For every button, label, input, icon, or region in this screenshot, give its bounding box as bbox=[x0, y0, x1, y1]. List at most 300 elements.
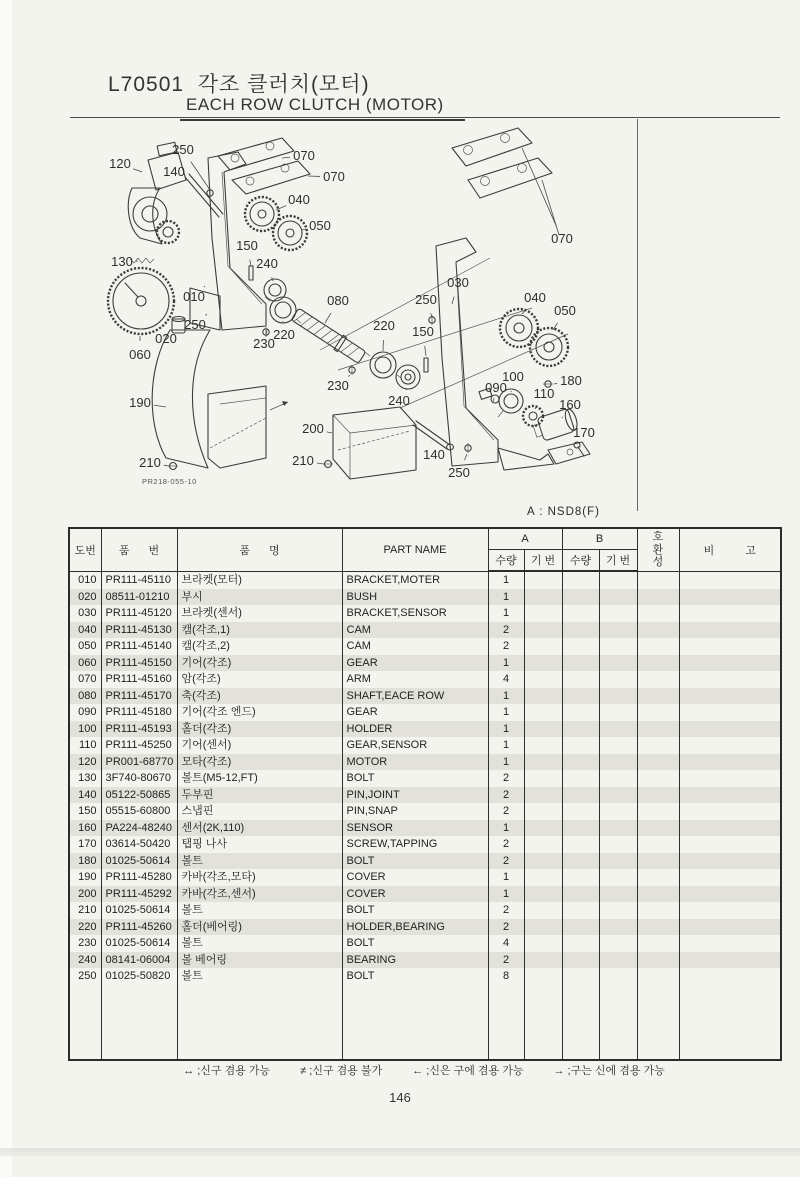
table-cell bbox=[637, 589, 679, 606]
callout-label: 120 bbox=[109, 156, 131, 171]
table-cell: BOLT bbox=[342, 902, 488, 919]
table-cell: 브라켓(모터) bbox=[177, 571, 342, 589]
table-cell bbox=[562, 902, 599, 919]
callout-label: 030 bbox=[447, 275, 469, 290]
table-cell bbox=[524, 803, 562, 820]
callout-leader-line bbox=[348, 375, 350, 377]
table-cell bbox=[599, 836, 637, 853]
table-cell: 150 bbox=[69, 803, 101, 820]
header-remarks: 비 고 bbox=[679, 528, 781, 571]
callout-label: 200 bbox=[302, 421, 324, 436]
table-cell: 센서(2K,110) bbox=[177, 820, 342, 837]
table-row bbox=[69, 968, 781, 985]
callout-label: 050 bbox=[554, 303, 576, 318]
table-cell: 1 bbox=[488, 704, 524, 721]
table-cell: 1 bbox=[488, 605, 524, 622]
table-cell bbox=[599, 589, 637, 606]
callout-label: 070 bbox=[551, 231, 573, 246]
callout-leader-line bbox=[317, 463, 324, 464]
table-cell bbox=[637, 902, 679, 919]
table-cell: ARM bbox=[342, 671, 488, 688]
table-cell: 홀더(각조) bbox=[177, 721, 342, 738]
table-cell: BEARING bbox=[342, 952, 488, 969]
table-row bbox=[69, 935, 781, 952]
table-cell bbox=[679, 655, 781, 672]
callout-label: 150 bbox=[236, 238, 258, 253]
table-cell bbox=[599, 968, 637, 985]
exploded-diagram-area bbox=[70, 118, 640, 513]
header-ref-b: 기 번 bbox=[599, 550, 637, 572]
table-cell bbox=[679, 622, 781, 639]
callout-leader-line bbox=[464, 454, 467, 460]
table-cell: 기어(각조 엔드) bbox=[177, 704, 342, 721]
table-cell: 브라켓(센서) bbox=[177, 605, 342, 622]
table-cell: 기어(센서) bbox=[177, 737, 342, 754]
callout-leader-line bbox=[425, 346, 426, 356]
table-cell: 1 bbox=[488, 589, 524, 606]
table-cell: 160 bbox=[69, 820, 101, 837]
callout-label: 230 bbox=[253, 336, 275, 351]
table-filler-row bbox=[69, 985, 781, 1060]
legend-item: ≠ ;신구 겸용 불가 bbox=[300, 1065, 383, 1077]
callout-label: 090 bbox=[485, 380, 507, 395]
table-cell: 볼트(M5-12,FT) bbox=[177, 770, 342, 787]
table-row bbox=[69, 836, 781, 853]
table-cell: HOLDER,BEARING bbox=[342, 919, 488, 936]
parts-table-body bbox=[69, 571, 781, 1060]
callout-leader-line bbox=[191, 162, 210, 190]
callout-leader-line bbox=[133, 169, 142, 172]
table-cell bbox=[524, 886, 562, 903]
table-cell: 4 bbox=[488, 935, 524, 952]
legend-item: ← ;신은 구에 겸용 가능 bbox=[412, 1065, 524, 1077]
table-cell bbox=[562, 754, 599, 771]
legend-item: ↔ ;신구 겸용 가능 bbox=[183, 1065, 271, 1077]
table-cell bbox=[637, 655, 679, 672]
table-cell: PR111-45120 bbox=[101, 605, 177, 622]
table-cell: 250 bbox=[69, 968, 101, 985]
table-cell bbox=[599, 638, 637, 655]
diagram-artwork bbox=[108, 128, 590, 479]
table-cell bbox=[599, 671, 637, 688]
table-cell bbox=[599, 902, 637, 919]
table-cell bbox=[562, 935, 599, 952]
table-cell: SENSOR bbox=[342, 820, 488, 837]
table-cell bbox=[637, 622, 679, 639]
table-cell bbox=[599, 853, 637, 870]
table-cell: 180 bbox=[69, 853, 101, 870]
table-row bbox=[69, 754, 781, 771]
table-cell bbox=[524, 737, 562, 754]
table-cell: SHAFT,EACE ROW bbox=[342, 688, 488, 705]
table-cell bbox=[524, 754, 562, 771]
table-row bbox=[69, 671, 781, 688]
table-cell: 2 bbox=[488, 787, 524, 804]
table-cell: 230 bbox=[69, 935, 101, 952]
table-cell: 2 bbox=[488, 770, 524, 787]
table-cell bbox=[637, 836, 679, 853]
table-cell: 05122-50865 bbox=[101, 787, 177, 804]
drawing-reference-code: PR218-055-10 bbox=[142, 477, 197, 486]
table-cell bbox=[562, 688, 599, 705]
callout-label: 070 bbox=[323, 169, 345, 184]
callout-label: 220 bbox=[373, 318, 395, 333]
table-cell bbox=[679, 737, 781, 754]
table-cell: BRACKET,MOTER bbox=[342, 571, 488, 589]
table-cell: 01025-50614 bbox=[101, 853, 177, 870]
callout-label: 140 bbox=[423, 447, 445, 462]
callout-label: 110 bbox=[533, 386, 555, 401]
callout-leader-line bbox=[554, 383, 557, 384]
table-cell: SCREW,TAPPING bbox=[342, 836, 488, 853]
callout-label: 250 bbox=[184, 317, 206, 332]
header-fig-no: 도번 bbox=[69, 528, 101, 571]
table-cell: PR111-45180 bbox=[101, 704, 177, 721]
section-title-korean: 각조 클러치(모터) bbox=[197, 73, 370, 96]
table-cell: 1 bbox=[488, 754, 524, 771]
table-cell: GEAR bbox=[342, 704, 488, 721]
section-code: L70501 bbox=[108, 73, 185, 96]
table-cell bbox=[679, 688, 781, 705]
parts-table bbox=[68, 527, 782, 1061]
callout-label: 160 bbox=[559, 397, 581, 412]
table-cell bbox=[599, 935, 637, 952]
callout-label: 190 bbox=[129, 395, 151, 410]
table-cell: BOLT bbox=[342, 968, 488, 985]
table-cell: PR111-45140 bbox=[101, 638, 177, 655]
table-cell: 140 bbox=[69, 787, 101, 804]
table-row bbox=[69, 655, 781, 672]
table-row bbox=[69, 803, 781, 820]
table-cell: 캠(각조,1) bbox=[177, 622, 342, 639]
callout-label: 080 bbox=[327, 293, 349, 308]
table-cell bbox=[637, 820, 679, 837]
table-row bbox=[69, 571, 781, 589]
table-cell: 2 bbox=[488, 853, 524, 870]
table-cell bbox=[637, 853, 679, 870]
table-cell bbox=[562, 952, 599, 969]
table-row bbox=[69, 622, 781, 639]
callout-label: 150 bbox=[412, 324, 434, 339]
table-cell: 1 bbox=[488, 869, 524, 886]
table-cell bbox=[599, 820, 637, 837]
callout-label: 220 bbox=[273, 327, 295, 342]
table-cell bbox=[679, 820, 781, 837]
callout-label: 180 bbox=[560, 373, 582, 388]
table-cell bbox=[562, 704, 599, 721]
table-cell bbox=[637, 968, 679, 985]
table-cell bbox=[637, 737, 679, 754]
table-cell bbox=[524, 571, 562, 589]
table-cell: 010 bbox=[69, 571, 101, 589]
table-cell: PIN,JOINT bbox=[342, 787, 488, 804]
table-cell bbox=[562, 919, 599, 936]
table-cell bbox=[679, 787, 781, 804]
table-cell bbox=[524, 605, 562, 622]
table-row bbox=[69, 704, 781, 721]
callout-leader-line bbox=[406, 389, 407, 390]
callout-label: 210 bbox=[139, 455, 161, 470]
table-cell bbox=[599, 688, 637, 705]
table-cell: 2 bbox=[488, 952, 524, 969]
table-cell bbox=[679, 869, 781, 886]
table-cell: 060 bbox=[69, 655, 101, 672]
compatibility-legend bbox=[68, 1062, 780, 1078]
table-cell: 8 bbox=[488, 968, 524, 985]
table-cell: 1 bbox=[488, 571, 524, 589]
table-cell bbox=[637, 919, 679, 936]
table-cell bbox=[679, 886, 781, 903]
table-cell bbox=[599, 803, 637, 820]
header-part-name: PART NAME bbox=[342, 528, 488, 571]
callout-label: 040 bbox=[288, 192, 310, 207]
callout-label: 230 bbox=[327, 378, 349, 393]
table-cell bbox=[524, 622, 562, 639]
model-variant-label: A : NSD8(F) bbox=[527, 506, 600, 518]
table-row bbox=[69, 787, 781, 804]
table-cell bbox=[679, 589, 781, 606]
table-cell bbox=[679, 671, 781, 688]
table-cell: 08141-06004 bbox=[101, 952, 177, 969]
table-cell bbox=[562, 770, 599, 787]
callout-label: 250 bbox=[172, 142, 194, 157]
table-cell bbox=[679, 605, 781, 622]
table-cell: 부시 bbox=[177, 589, 342, 606]
callout-leader-line bbox=[205, 314, 207, 316]
table-cell bbox=[524, 935, 562, 952]
table-cell bbox=[637, 571, 679, 589]
table-cell bbox=[562, 886, 599, 903]
callout-leader-line bbox=[452, 296, 454, 304]
table-cell: CAM bbox=[342, 622, 488, 639]
table-cell: 2 bbox=[488, 622, 524, 639]
table-cell bbox=[562, 836, 599, 853]
table-cell bbox=[679, 704, 781, 721]
table-cell bbox=[637, 671, 679, 688]
table-cell bbox=[599, 754, 637, 771]
table-cell: 1 bbox=[488, 655, 524, 672]
callout-label: 010 bbox=[183, 289, 205, 304]
table-cell: 120 bbox=[69, 754, 101, 771]
table-cell: 130 bbox=[69, 770, 101, 787]
legend-item: → ;구는 신에 겸용 가능 bbox=[553, 1065, 665, 1077]
page-subtitle-english: EACH ROW CLUTCH (MOTOR) bbox=[186, 95, 444, 114]
table-cell: 2 bbox=[488, 919, 524, 936]
callout-label: 060 bbox=[129, 347, 151, 362]
table-cell: GEAR bbox=[342, 655, 488, 672]
table-cell: 축(각조) bbox=[177, 688, 342, 705]
table-cell bbox=[524, 638, 562, 655]
scan-edge-left bbox=[0, 0, 12, 1177]
table-cell: 240 bbox=[69, 952, 101, 969]
table-cell: 카바(각조,모타) bbox=[177, 869, 342, 886]
table-cell: MOTOR bbox=[342, 754, 488, 771]
table-cell bbox=[599, 704, 637, 721]
callout-leader-line bbox=[164, 465, 169, 466]
table-cell: PR111-45160 bbox=[101, 671, 177, 688]
table-cell bbox=[524, 770, 562, 787]
table-cell bbox=[599, 886, 637, 903]
table-cell: PIN,SNAP bbox=[342, 803, 488, 820]
page-number: 146 bbox=[389, 1090, 411, 1105]
table-cell: 1 bbox=[488, 886, 524, 903]
table-cell: 모타(각조) bbox=[177, 754, 342, 771]
table-cell: PR111-45280 bbox=[101, 869, 177, 886]
table-cell: PR111-45250 bbox=[101, 737, 177, 754]
table-cell: PA224-48240 bbox=[101, 820, 177, 837]
table-cell bbox=[637, 787, 679, 804]
table-cell: 210 bbox=[69, 902, 101, 919]
callout-label: 240 bbox=[388, 393, 410, 408]
callout-leader-line bbox=[493, 398, 494, 402]
table-cell bbox=[637, 886, 679, 903]
table-cell: PR111-45260 bbox=[101, 919, 177, 936]
exploded-diagram bbox=[70, 118, 640, 513]
table-cell: 카바(각조,센서) bbox=[177, 886, 342, 903]
table-cell bbox=[679, 571, 781, 589]
table-cell bbox=[562, 605, 599, 622]
table-cell bbox=[637, 688, 679, 705]
table-cell: PR111-45170 bbox=[101, 688, 177, 705]
table-cell bbox=[562, 853, 599, 870]
table-cell: BOLT bbox=[342, 853, 488, 870]
header-ref-a: 기 번 bbox=[524, 550, 562, 572]
callout-leader-line bbox=[327, 432, 332, 433]
table-cell bbox=[562, 787, 599, 804]
table-cell bbox=[637, 869, 679, 886]
table-cell bbox=[599, 869, 637, 886]
callout-leader-line bbox=[154, 405, 166, 407]
table-cell bbox=[524, 589, 562, 606]
table-cell bbox=[599, 787, 637, 804]
table-cell: CAM bbox=[342, 638, 488, 655]
table-cell bbox=[679, 902, 781, 919]
table-cell: 170 bbox=[69, 836, 101, 853]
table-cell: 070 bbox=[69, 671, 101, 688]
table-cell bbox=[679, 935, 781, 952]
table-row bbox=[69, 919, 781, 936]
table-cell: 1 bbox=[488, 688, 524, 705]
table-cell bbox=[524, 902, 562, 919]
callout-leader-line bbox=[250, 260, 251, 266]
table-cell bbox=[524, 671, 562, 688]
table-cell bbox=[679, 853, 781, 870]
table-cell: 190 bbox=[69, 869, 101, 886]
table-cell bbox=[599, 919, 637, 936]
table-cell bbox=[562, 571, 599, 589]
table-cell bbox=[562, 968, 599, 985]
table-cell bbox=[599, 952, 637, 969]
table-cell bbox=[562, 622, 599, 639]
table-cell: 01025-50614 bbox=[101, 902, 177, 919]
table-cell: 4 bbox=[488, 671, 524, 688]
table-cell: BOLT bbox=[342, 935, 488, 952]
table-cell bbox=[524, 787, 562, 804]
table-cell bbox=[524, 688, 562, 705]
table-cell: 2 bbox=[488, 836, 524, 853]
table-cell: 200 bbox=[69, 886, 101, 903]
table-row bbox=[69, 737, 781, 754]
table-cell: 08511-01210 bbox=[101, 589, 177, 606]
table-cell bbox=[599, 655, 637, 672]
table-cell bbox=[679, 721, 781, 738]
table-row bbox=[69, 688, 781, 705]
table-cell bbox=[637, 754, 679, 771]
table-cell: PR111-45193 bbox=[101, 721, 177, 738]
table-cell: 1 bbox=[488, 820, 524, 837]
table-cell bbox=[637, 704, 679, 721]
callout-leader-line bbox=[562, 417, 563, 418]
table-row bbox=[69, 589, 781, 606]
table-row bbox=[69, 902, 781, 919]
table-cell: COVER bbox=[342, 886, 488, 903]
table-cell bbox=[679, 919, 781, 936]
table-cell: 탭핑 나사 bbox=[177, 836, 342, 853]
table-cell: 볼트 bbox=[177, 853, 342, 870]
table-cell: PR001-68770 bbox=[101, 754, 177, 771]
table-row bbox=[69, 638, 781, 655]
table-cell: 050 bbox=[69, 638, 101, 655]
table-cell bbox=[524, 655, 562, 672]
table-cell: 110 bbox=[69, 737, 101, 754]
callout-label: 070 bbox=[293, 148, 315, 163]
table-cell bbox=[637, 605, 679, 622]
table-cell bbox=[599, 571, 637, 589]
table-cell bbox=[524, 820, 562, 837]
table-cell bbox=[524, 836, 562, 853]
table-cell: BOLT bbox=[342, 770, 488, 787]
table-cell bbox=[562, 721, 599, 738]
table-cell bbox=[679, 952, 781, 969]
table-cell: BRACKET,SENSOR bbox=[342, 605, 488, 622]
table-cell: 볼트 bbox=[177, 935, 342, 952]
callout-label: 050 bbox=[309, 218, 331, 233]
table-cell bbox=[679, 803, 781, 820]
callout-label: 250 bbox=[448, 465, 470, 480]
table-cell: 3F740-80670 bbox=[101, 770, 177, 787]
table-row bbox=[69, 605, 781, 622]
table-cell: 020 bbox=[69, 589, 101, 606]
table-cell: 암(각조) bbox=[177, 671, 342, 688]
table-cell bbox=[599, 737, 637, 754]
table-cell bbox=[679, 770, 781, 787]
parts-table-header bbox=[69, 528, 781, 571]
table-cell: 01025-50820 bbox=[101, 968, 177, 985]
table-row bbox=[69, 770, 781, 787]
table-cell: 080 bbox=[69, 688, 101, 705]
table-cell bbox=[562, 803, 599, 820]
callout-leader-line bbox=[282, 157, 290, 158]
table-cell bbox=[562, 655, 599, 672]
table-cell: 100 bbox=[69, 721, 101, 738]
table-cell bbox=[524, 721, 562, 738]
callout-label: 210 bbox=[292, 453, 314, 468]
table-cell bbox=[524, 968, 562, 985]
table-cell bbox=[524, 952, 562, 969]
table-cell bbox=[637, 721, 679, 738]
table-cell: PR111-45292 bbox=[101, 886, 177, 903]
header-group-a: A bbox=[488, 528, 562, 550]
table-cell bbox=[562, 737, 599, 754]
header-name-korean: 품 명 bbox=[177, 528, 342, 571]
table-cell: 기어(각조) bbox=[177, 655, 342, 672]
table-cell bbox=[562, 638, 599, 655]
table-cell bbox=[599, 770, 637, 787]
table-cell: 01025-50614 bbox=[101, 935, 177, 952]
table-row bbox=[69, 853, 781, 870]
callout-label: 100 bbox=[502, 369, 524, 384]
table-cell bbox=[599, 622, 637, 639]
